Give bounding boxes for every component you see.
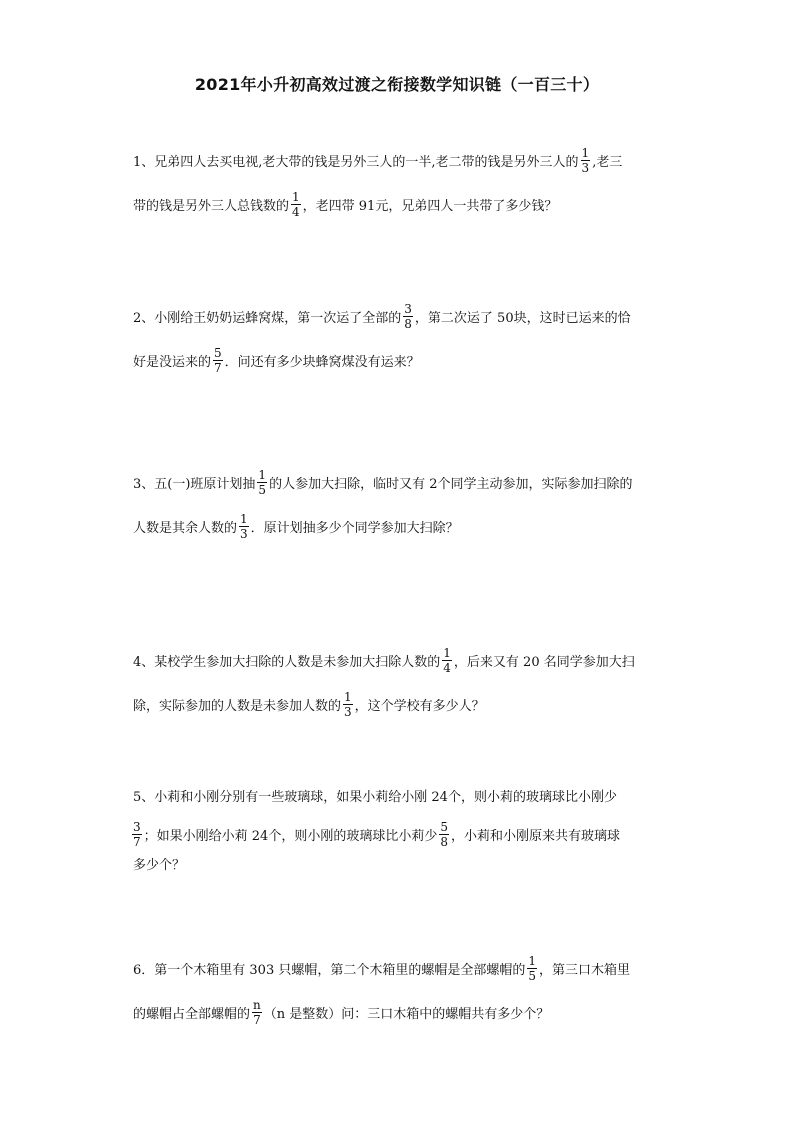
- fraction: $\frac{1}{3}$: [240, 512, 248, 541]
- fraction: $\frac{1}{3}$: [344, 690, 352, 719]
- fraction: $\frac{1}{5}$: [258, 468, 267, 497]
- problem-text: 3、五(一)班原计划抽: [133, 477, 256, 492]
- problem-text: 带的钱是另外三人总钱数的: [133, 199, 290, 214]
- fraction: $\frac{n}{7}$: [253, 998, 261, 1027]
- problem-5: [133, 786, 666, 878]
- problem-text: ，老四带 91元，兄弟四人一共带了多少钱？: [302, 199, 558, 214]
- problem-text: ；如果小刚给小莉 24个，则小刚的玻璃球比小莉少: [143, 829, 438, 844]
- problem-3: [133, 458, 666, 546]
- fraction: $\frac{1}{4}$: [443, 646, 451, 675]
- problem-text: ，第二次运了 50块，这时已运来的恰: [414, 311, 631, 326]
- fraction: $\frac{1}{5}$: [528, 954, 536, 983]
- problem-text: 6．第一个木箱里有 303 只螺帽，第二个木箱里的螺帽是全部螺帽的: [133, 963, 526, 978]
- problem-2: [133, 292, 666, 380]
- problem-text: ．问还有多少块蜂窝煤没有运来？: [224, 355, 420, 370]
- fraction: $\frac{1}{3}$: [581, 146, 590, 175]
- problem-4: [133, 636, 666, 724]
- problem-text: 2、小刚给王奶奶运蜂窝煤，第一次运了全部的: [133, 311, 402, 326]
- problem-text: 多少个？: [133, 858, 186, 873]
- problem-text: ，这个学校有多少人？: [354, 699, 485, 714]
- problem-text: ,老三: [592, 155, 623, 170]
- problem-text: ，第三口木箱里: [539, 963, 631, 978]
- problem-text: 好是没运来的: [133, 355, 212, 370]
- problem-text: 4、某校学生参加大扫除的人数是未参加大扫除人数的: [133, 655, 441, 670]
- fraction: $\frac{3}{8}$: [404, 302, 412, 331]
- problem-text: 的人参加大扫除，临时又有 2个同学主动参加，实际参加扫除的: [269, 477, 633, 492]
- problem-text: ．原计划抽多少个同学参加大扫除？: [250, 521, 459, 536]
- problem-text: 除，实际参加的人数是未参加人数的: [133, 699, 342, 714]
- fraction: $\frac{3}{7}$: [133, 820, 141, 849]
- fraction: $\frac{5}{7}$: [214, 346, 222, 375]
- problem-6: [133, 944, 666, 1032]
- problem-text: ，小莉和小刚原来共有玻璃球: [450, 829, 620, 844]
- page-title: 2021年小升初高效过渡之衔接数学知识链（一百三十）: [194, 75, 600, 94]
- fraction: $\frac{5}{8}$: [440, 820, 448, 849]
- problem-text: ，后来又有 20 名同学参加大扫: [453, 655, 635, 670]
- fraction: $\frac{1}{4}$: [292, 190, 300, 219]
- problem-text: 的螺帽占全部螺帽的: [133, 1007, 251, 1022]
- problem-text: 5、小莉和小刚分别有一些玻璃球，如果小莉给小刚 24个，则小莉的玻璃球比小刚少: [133, 790, 617, 805]
- problem-text: （n 是整数）问：三口木箱中的螺帽共有多少个？: [263, 1007, 550, 1022]
- problem-text: 人数是其余人数的: [133, 521, 238, 536]
- problem-1: [133, 136, 666, 224]
- problem-text: 1、兄弟四人去买电视,老大带的钱是另外三人的一半,老二带的钱是另外三人的: [133, 155, 579, 170]
